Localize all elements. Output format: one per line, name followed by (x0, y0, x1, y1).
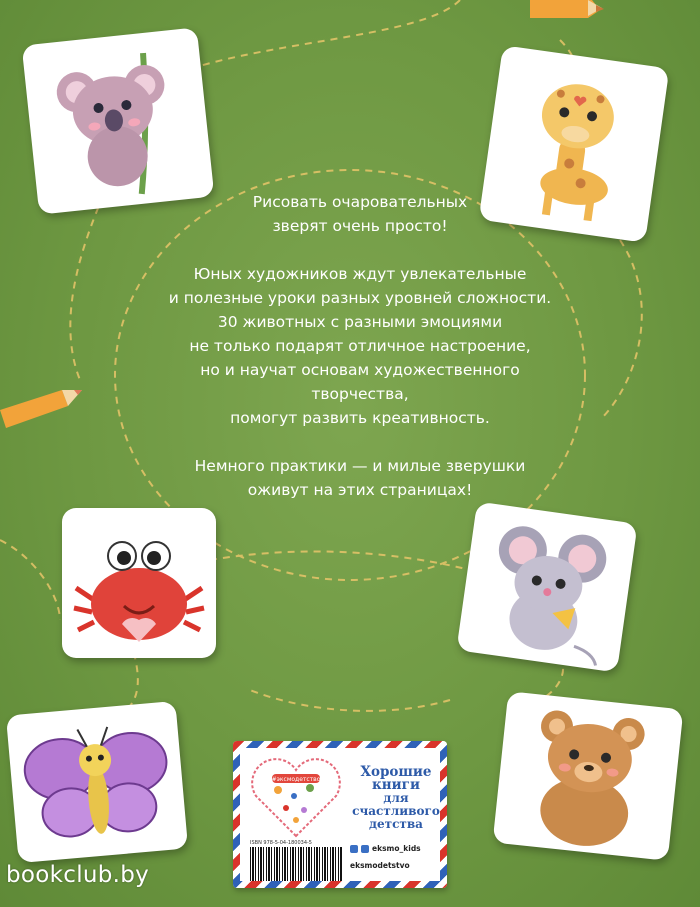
bear-icon (493, 691, 684, 861)
barcode (250, 847, 342, 881)
crab-card (62, 508, 216, 658)
koala-card (22, 27, 215, 214)
site-watermark: bookclub.by (6, 862, 150, 888)
slogan-line-1: Хорошие (360, 764, 432, 780)
slogan-line-2: книги (372, 777, 420, 793)
body-line-1: Юных художников ждут увлекательные (193, 265, 527, 283)
label-slogan (352, 766, 440, 831)
body-line-6: помогут развить креативность. (230, 409, 490, 427)
pencil-top-decoration (530, 0, 610, 20)
social-handle-detstvo: eksmodetstvo (350, 861, 410, 870)
butterfly-card (6, 701, 188, 863)
body-line-5: но и научат основам художественного творчества, (200, 361, 520, 403)
crab-icon (62, 508, 216, 658)
butterfly-icon (6, 701, 188, 863)
social-links (350, 844, 421, 878)
slogan-line-3: для счастливого (352, 791, 440, 818)
koala-icon (22, 27, 215, 214)
mouse-icon (456, 501, 637, 672)
publisher-label (233, 741, 447, 888)
social-handle-kids: eksmo_kids (372, 844, 421, 853)
social-row-1 (350, 844, 421, 853)
isbn-text: ISBN 978-5-04-180034-5 (250, 840, 312, 846)
body-paragraph (150, 262, 570, 430)
intro-line-2: зверят очень просто! (272, 217, 448, 235)
telegram-icon (361, 845, 369, 853)
heart-doodle-icon (246, 756, 346, 840)
mouse-card (456, 501, 637, 672)
cover-description (150, 190, 570, 526)
bear-card (493, 691, 684, 861)
outro-paragraph (150, 454, 570, 502)
pencil-left-decoration (0, 382, 85, 432)
intro-paragraph (150, 190, 570, 238)
intro-line-1: Рисовать очаровательных (252, 193, 468, 211)
outro-line-2: оживут на этих страницах! (247, 481, 473, 499)
slogan-line-4: детства (369, 817, 423, 831)
outro-line-1: Немного практики — и милые зверушки (194, 457, 526, 475)
body-line-4: не только подарят отличное настроение, (189, 337, 531, 355)
label-inner (240, 748, 440, 881)
body-line-3: 30 животных с разными эмоциями (217, 313, 503, 331)
body-line-2: и полезные уроки разных уровней сложности. (168, 289, 552, 307)
heart-caption: #эксмодетство (271, 776, 321, 783)
vk-icon (350, 845, 358, 853)
social-row-2 (350, 861, 421, 870)
